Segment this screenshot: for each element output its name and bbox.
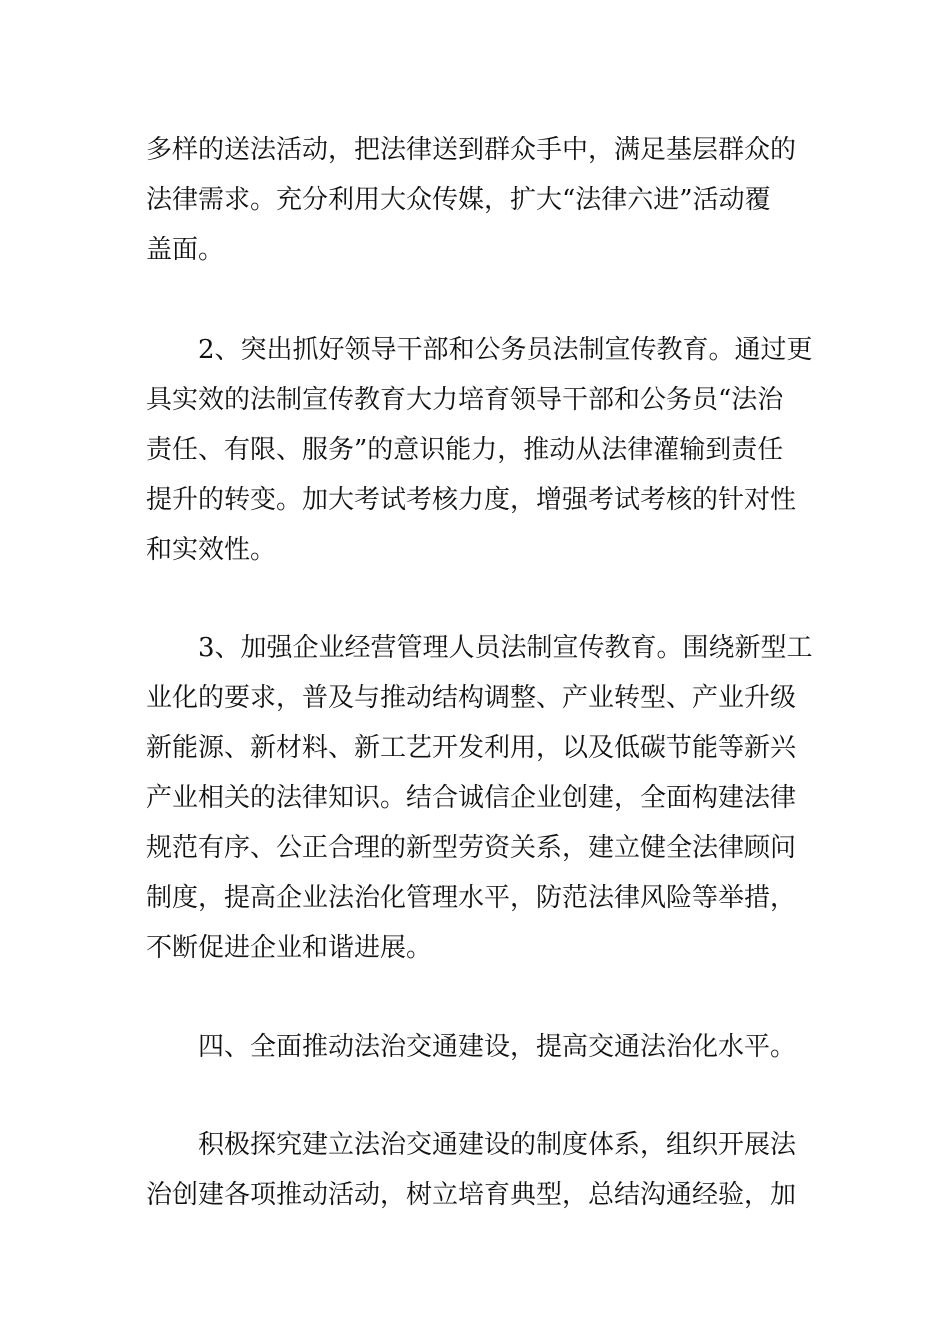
- paragraph-line: 新能源、新材料、新工艺开发利用，以及低碳节能等新兴: [146, 733, 797, 763]
- heading-line: 四、全面推动法治交通建设，提高交通法治化水平。: [198, 1032, 797, 1062]
- paragraph-line: 具实效的法制宣传教育大力培育领导干部和公务员“法治: [146, 385, 784, 415]
- paragraph-line: 规范有序、公正合理的新型劳资关系，建立健全法律顾问: [146, 833, 797, 863]
- paragraph-line: 提升的转变。加大考试考核力度，增强考试考核的针对性: [146, 485, 797, 515]
- paragraph-line: 不断促进企业和谐进展。: [146, 933, 433, 963]
- paragraph-line: 2、突出抓好领导干部和公务员法制宣传教育。通过更: [198, 335, 813, 365]
- paragraph-3: [146, 623, 813, 973]
- paragraph-line: 积极探究建立法治交通建设的制度体系，组织开展法: [198, 1130, 797, 1160]
- paragraph-1: [146, 125, 810, 275]
- paragraph-line: 和实效性。: [146, 535, 277, 565]
- paragraph-5: [146, 1120, 810, 1220]
- paragraph-line: 制度，提高企业法治化管理水平，防范法律风险等举措，: [146, 883, 797, 913]
- paragraph-line: 治创建各项推动活动，树立培育典型，总结沟通经验，加: [146, 1180, 797, 1210]
- paragraph-line: 盖面。: [146, 235, 225, 265]
- paragraph-line: 业化的要求，普及与推动结构调整、产业转型、产业升级: [146, 683, 797, 713]
- paragraph-line: 3、加强企业经营管理人员法制宣传教育。围绕新型工: [198, 633, 813, 663]
- paragraph-line: 多样的送法活动，把法律送到群众手中，满足基层群众的: [146, 135, 797, 165]
- section-heading: [146, 1022, 810, 1072]
- paragraph-2: [146, 325, 813, 575]
- paragraph-line: 责任、有限、服务”的意识能力，推动从法律灌输到责任: [146, 435, 784, 465]
- paragraph-line: 法律需求。充分利用大众传媒，扩大“法律六进”活动覆: [146, 185, 771, 215]
- paragraph-line: 产业相关的法律知识。结合诚信企业创建，全面构建法律: [146, 783, 797, 813]
